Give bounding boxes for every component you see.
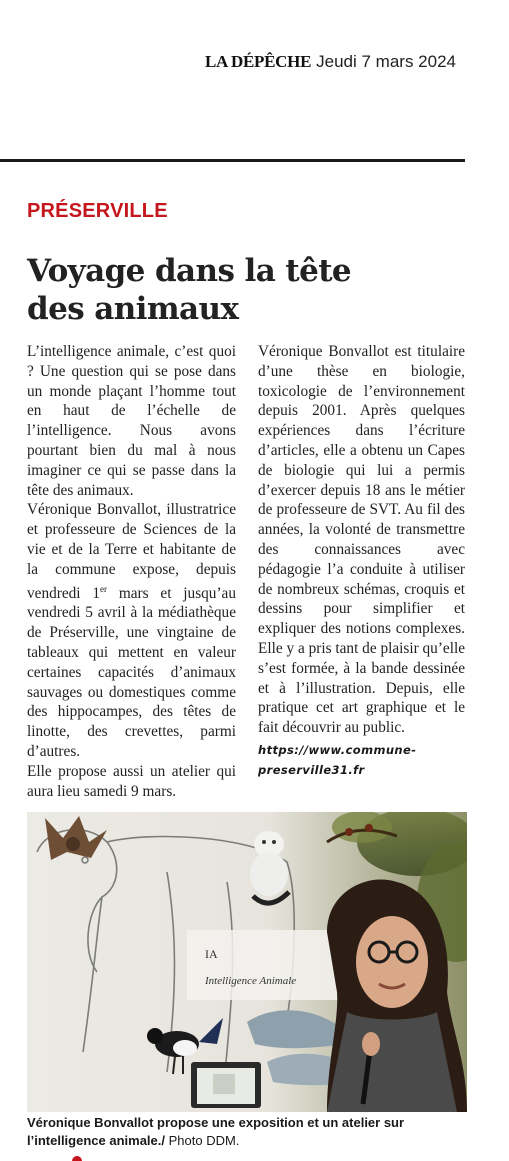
photo-illustration	[27, 812, 467, 1112]
right-paragraph-1: Véronique Bonvallot est titulaire d’une thèse en biologie, toxicologie de l’environnement depuis 2001. Après quelques expériences dans l’écriture d’articles, elle a obtenu un Capes de biologie qui lui a permis d’exercer depuis 18 ans le métier de professeure de SVT. Au fil des années, la volonté de transmettre des connaissances avec pédagogie l’a conduite à utiliser de nombreux schémas, croquis et dessins pour simplifier et expliquer des notions complexes. Elle y a pris tant de plaisir qu’elle s’est formée, à la bande dessinée et à l’illustration. Depuis, elle pratique cet art graphique et le fait découvrir au public.	[258, 343, 465, 737]
masthead	[0, 52, 456, 72]
headline-line-2: des animaux	[27, 291, 239, 327]
section-label: PRÉSERVILLE	[27, 200, 168, 222]
article-column-left	[27, 342, 236, 801]
left-paragraph-2-start: Véronique Bonvallot, illustratrice et professeure de Sciences de la vie et de la Terre et habitante de la commune expose, depuis vendredi 1	[27, 501, 236, 602]
photo-credit: Photo DDM.	[165, 1133, 240, 1148]
caption-text: Véronique Bonvallot propose une exposition et un atelier sur l’intelligence animale./	[27, 1115, 405, 1148]
left-paragraph-2-end: mars et jusqu’au vendredi 5 avril à la médiathèque de Préserville, une vingtaine de tableaux qui mettent en valeur certaines capacités d’animaux sauvages ou domestiques comme des hippocampes, des têtes de linotte, des crevettes, parmi d’autres.	[27, 584, 236, 761]
headline	[27, 252, 467, 328]
left-paragraph-3: Elle propose aussi un atelier qui aura lieu samedi 9 mars.	[27, 762, 236, 800]
left-paragraph-1: L’intelligence animale, c’est quoi ? Une question qui se pose dans un monde plaçant l’homme tout en haut de l’échelle de l’intelligence. Nous avons pourtant bien du mal à nous imaginer ce qui se passe dans la tête des animaux.	[27, 343, 236, 499]
website-link[interactable]: https://www.commune-preserville31.fr	[258, 742, 417, 777]
article-column-right	[258, 342, 465, 780]
header-rule	[0, 159, 465, 162]
newspaper-name: LA DÉPÊCHE	[205, 52, 312, 71]
page-edge-mark	[72, 1156, 82, 1161]
laptop-figure	[191, 1062, 261, 1108]
photo-caption	[27, 1114, 467, 1150]
board-subtitle: Intelligence Animale	[205, 975, 297, 987]
ordinal-suffix: er	[100, 583, 108, 594]
board-title: IA	[205, 947, 218, 961]
issue-date: Jeudi 7 mars 2024	[316, 52, 456, 71]
left-paragraph-2	[27, 500, 236, 761]
headline-line-1: Voyage dans la tête	[27, 253, 352, 289]
article-photo	[27, 812, 467, 1112]
